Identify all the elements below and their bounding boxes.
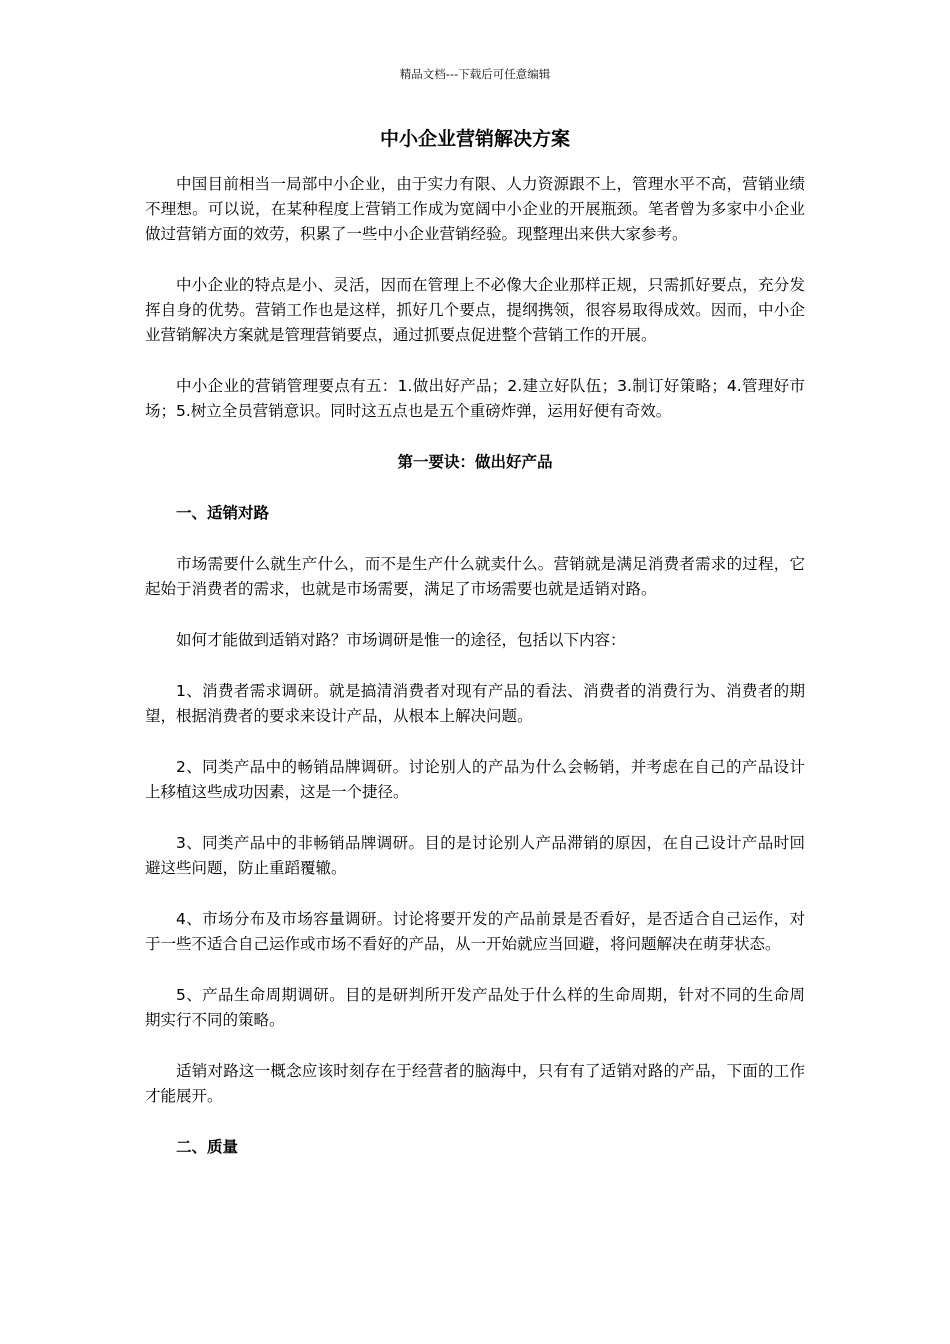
list-paragraph: 3、同类产品中的非畅销品牌调研。目的是讨论别人产品滞销的原因，在自己设计产品时回避这些问题，防止重蹈覆辙。: [145, 834, 805, 877]
sub-heading: 一、适销对路: [176, 504, 270, 522]
intro-paragraph: 中小企业的特点是小、灵活，因而在管理上不必像大企业那样正规，只需抓好要点，充分发挥自身的优势。营销工作也是这样，抓好几个要点，提纲携领，很容易取得成效。因而，中小企业营销解决方案就是管理营销要点，通过抓要点促进整个营销工作的开展。: [145, 276, 805, 344]
intro-paragraph: 中小企业的营销管理要点有五：1.做出好产品；2.建立好队伍；3.制订好策略；4.管理好市场；5.树立全员营销意识。同时这五点也是五个重磅炸弹，运用好便有奇效。: [145, 377, 805, 420]
body-paragraph: 适销对路这一概念应该时刻存在于经营者的脑海中，只有有了适销对路的产品，下面的工作才能展开。: [145, 1062, 805, 1105]
document-title: 中小企业营销解决方案: [379, 128, 570, 150]
list-paragraph: 5、产品生命周期调研。目的是研判所开发产品处于什么样的生命周期，针对不同的生命周期实行不同的策略。: [145, 986, 805, 1029]
document-body: [145, 172, 805, 1186]
list-paragraph: 4、市场分布及市场容量调研。讨论将要开发的产品前景是否看好，是否适合自己运作，对于一些不适合自己运作或市场不看好的产品，从一开始就应当回避，将问题解决在萌芽状态。: [145, 910, 805, 953]
body-paragraph: 市场需要什么就生产什么，而不是生产什么就卖什么。营销就是满足消费者需求的过程，它起始于消费者的需求，也就是市场需要，满足了市场需要也就是适销对路。: [145, 555, 805, 598]
page-header: 精品文档---下载后可任意编辑: [399, 67, 551, 81]
intro-paragraph: 中国目前相当一局部中小企业，由于实力有限、人力资源跟不上，管理水平不高，营销业绩不理想。可以说，在某种程度上营销工作成为宽阔中小企业的开展瓶颈。笔者曾为多家中小企业做过营销方面的效劳，积累了一些中小企业营销经验。现整理出来供大家参考。: [145, 175, 805, 243]
list-paragraph: 2、同类产品中的畅销品牌调研。讨论别人的产品为什么会畅销，并考虑在自己的产品设计上移植这些成功因素，这是一个捷径。: [145, 758, 805, 801]
list-paragraph: 1、消费者需求调研。就是搞清消费者对现有产品的看法、消费者的消费行为、消费者的期望，根据消费者的要求来设计产品，从根本上解决问题。: [145, 682, 805, 725]
section-heading: 第一要诀：做出好产品: [397, 453, 553, 471]
body-paragraph: 如何才能做到适销对路？市场调研是惟一的途径，包括以下内容：: [176, 631, 626, 649]
sub-heading: 二、质量: [176, 1138, 239, 1156]
